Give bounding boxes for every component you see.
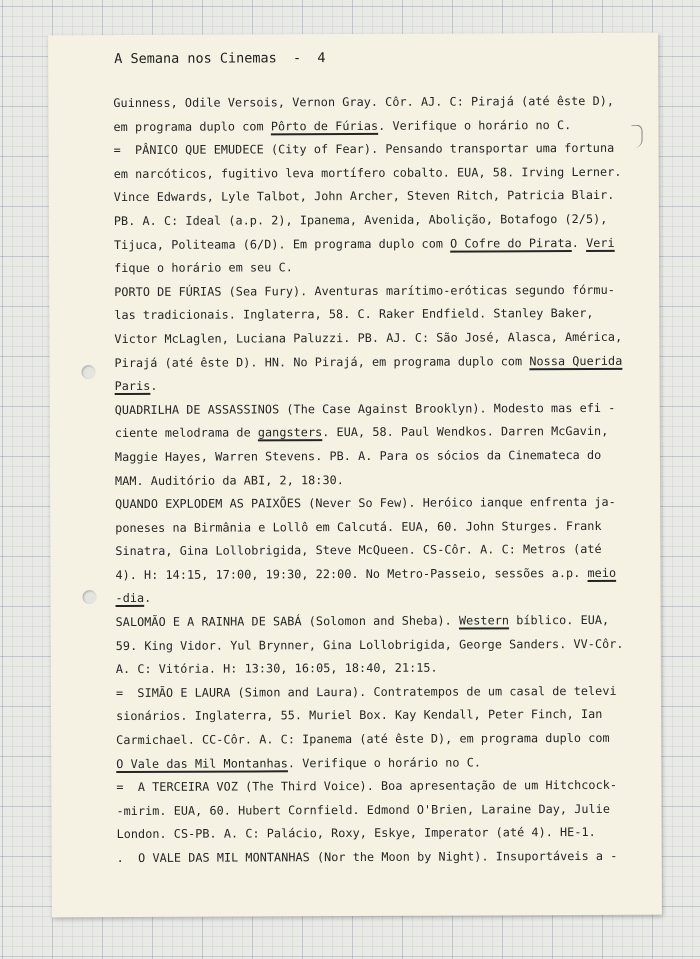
- text-segment: = PÂNICO QUE EMUDECE (City of Fear). Pensando transportar uma fortuna: [113, 141, 615, 158]
- text-segment: . Verifique o horário no C.: [378, 117, 572, 133]
- text-segment: = A TERCEIRA VOZ (The Third Voice). Boa apresentação de um Hitchcock-: [116, 778, 618, 795]
- text-line: [114, 255, 659, 281]
- text-line: [116, 797, 661, 823]
- page-header: A Semana nos Cinemas - 4: [114, 50, 326, 68]
- text-line: [116, 774, 661, 800]
- text-line: [113, 113, 658, 139]
- text-line: [114, 349, 659, 375]
- text-segment: PB. A. C: Ideal (a.p. 2), Ipanema, Avenida, Abolição, Botafogo (2/5),: [113, 211, 608, 229]
- text-line: [116, 632, 661, 658]
- text-line: [114, 208, 659, 234]
- text-segment: = SIMÃO E LAURA (Simon and Laura). Contratempos de um casal de televi: [115, 683, 617, 700]
- text-segment: . EUA, 58. Paul Wendkos. Darren McGavin,: [322, 424, 609, 440]
- text-line: [115, 467, 660, 493]
- text-line: [114, 184, 659, 210]
- text-line: [113, 90, 658, 116]
- underlined-title: -dia: [115, 591, 145, 606]
- text-segment: Pirajá (até êste D). HN. No Pirajá, em programa duplo com: [114, 353, 530, 370]
- text-segment: PORTO DE FÚRIAS (Sea Fury). Aventuras marítimo-eróticas segundo fórmu-: [114, 282, 615, 299]
- underlined-title: Veri: [586, 235, 615, 250]
- text-line: [115, 562, 660, 588]
- punch-hole: [82, 365, 96, 379]
- underlined-title: meio: [587, 565, 617, 580]
- text-segment: fique o horário em seu C.: [114, 260, 293, 276]
- text-segment: bíblico. EUA,: [508, 612, 610, 628]
- text-segment: .: [571, 235, 587, 250]
- underlined-title: Nossa Querida: [529, 353, 623, 368]
- text-line: [115, 538, 660, 564]
- text-line: [116, 727, 661, 753]
- underlined-title: Paris: [114, 379, 151, 394]
- text-segment: Maggie Hayes, Warren Stevens. PB. A. Para os sócios da Cinemateca do: [114, 447, 602, 464]
- text-segment: MAM. Auditório da ABI, 2, 18:30.: [114, 472, 344, 488]
- text-segment: London. CS-PB. A. C: Palácio, Roxy, Eskye, Imperator (até 4). HE-1.: [116, 825, 596, 842]
- underlined-title: gangsters: [257, 425, 323, 440]
- text-line: [115, 514, 660, 540]
- text-segment: Sinatra, Gina Lollobrigida, Steve McQueen. CS-Côr. A. C: Metros (até: [115, 542, 602, 559]
- text-line: [115, 444, 660, 470]
- text-segment: em narcóticos, fugitivo leva mortífero cobalto. EUA, 58. Irving Lerner.: [113, 164, 622, 181]
- underlined-title: Pôrto de Fúrias: [270, 118, 379, 133]
- listings-text: [113, 90, 661, 871]
- text-segment: . O VALE DAS MIL MONTANHAS (Nor the Moon by Night). Insuportáveis a -: [116, 848, 618, 866]
- text-segment: las tradicionais. Inglaterra, 58. C. Raker Endfield. Stanley Baker,: [114, 306, 594, 323]
- text-line: [117, 821, 662, 847]
- text-line: [116, 656, 661, 682]
- text-line: [114, 231, 659, 257]
- text-segment: .: [144, 591, 152, 606]
- typewritten-page: [48, 33, 662, 918]
- text-segment: . Verifique o horário no C.: [287, 755, 482, 770]
- text-segment: .: [150, 378, 158, 394]
- text-line: [114, 326, 659, 352]
- text-segment: sionários. Inglaterra, 55. Muriel Box. Kay Kendall, Peter Finch, Ian: [116, 707, 603, 724]
- text-line: [115, 420, 660, 446]
- text-segment: Victor McLaglen, Luciana Paluzzi. PB. AJ. C: São José, Alasca, América,: [114, 329, 623, 346]
- text-segment: 59. King Vidor. Yul Brynner, Gina Lollobrigida, George Sanders. VV-Côr.: [115, 636, 624, 653]
- text-line: [115, 373, 660, 399]
- text-line: [116, 609, 661, 635]
- text-segment: A. C: Vitória. H: 13:30, 16:05, 18:40, 21:15.: [115, 660, 438, 677]
- text-line: [116, 750, 661, 776]
- text-line: [114, 160, 659, 186]
- text-line: [116, 703, 661, 729]
- text-line: [114, 137, 659, 163]
- text-segment: Tijuca, Politeama (6/D). Em programa duplo com: [113, 236, 451, 252]
- text-segment: -mirim. EUA, 60. Hubert Cornfield. Edmond O'Brien, Laraine Day, Julie: [116, 801, 611, 818]
- text-segment: QUANDO EXPLODEM AS PAIXÕES (Never So Few). Heróico ianque enfrenta ja-: [115, 494, 616, 512]
- text-line: [117, 845, 662, 871]
- text-line: [114, 302, 659, 328]
- text-line: [115, 585, 660, 611]
- text-line: [115, 491, 660, 517]
- text-line: [115, 396, 660, 422]
- text-line: [116, 680, 661, 706]
- punch-hole: [83, 590, 97, 604]
- text-segment: SALOMÃO E A RAINHA DE SABÁ (Solomon and Sheba).: [115, 613, 459, 630]
- underlined-title: O Vale das Mil Montanhas: [116, 755, 288, 771]
- text-segment: Carmichael. CC-Côr. A. C: Ipanema (até êste D), em programa duplo com: [116, 730, 610, 748]
- text-segment: Vince Edwards, Lyle Talbot, John Archer, Steven Ritch, Patricia Blair.: [113, 188, 615, 205]
- text-segment: 4). H: 14:15, 17:00, 19:30, 22:00. No Metro-Passeio, sessões a.p.: [115, 565, 588, 582]
- text-segment: QUADRILHA DE ASSASSINOS (The Case Against Brooklyn). Modesto mas efi -: [114, 400, 616, 417]
- text-segment: ciente melodrama de: [114, 425, 258, 441]
- text-segment: poneses na Birmânia e Lollô em Calcutá. EUA, 60. John Sturges. Frank: [115, 518, 602, 535]
- text-line: [114, 278, 659, 304]
- underlined-title: Western: [458, 613, 510, 628]
- text-segment: Guinness, Odile Versois, Vernon Gray. Côr. AJ. C: Pirajá (até êste D),: [113, 93, 615, 111]
- text-segment: em programa duplo com: [113, 118, 271, 134]
- underlined-title: O Cofre do Pirata: [450, 235, 572, 251]
